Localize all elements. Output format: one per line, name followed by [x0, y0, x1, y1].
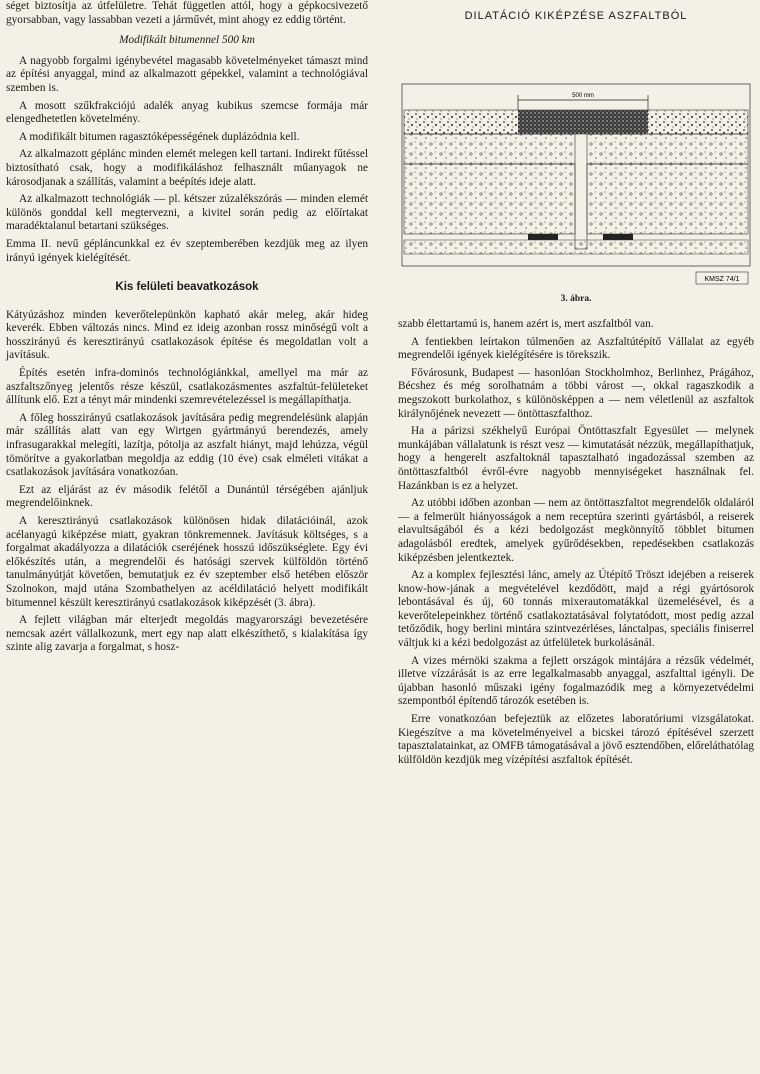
paragraph: A fentiekben leírtakon túlmenően az Aszfaltútépítő Vállalat az egyéb megrendelői igények kielégítésére is törekszik. [398, 335, 754, 362]
foundation [404, 240, 748, 254]
paragraph: A keresztirányú csatlakozások különösen hidak dilatációinál, azok acélanyagú kiképzése miatt, gyakran tönkremennek. Javításuk költséges, s a forgalmat akadályozza a dilatációk cseréjének hosszú időszükséglete. Egy évi előkészítés után, a megrendelői és hatósági szervek külföldön történő tanulmányútját követően, bemutatjuk ez év szeptember első hetében először Szolnokon, majd utána Szombathelyen az acéldilatáció helyett modifikált bitumennel készült keresztirányú csatlakozások kiképzését (3. ábra). [6, 515, 368, 609]
paragraph: A vizes mérnöki szakma a fejlett országok mintájára a rézsűk védelmét, illetve vízzárását is az erre legalkalmasabb anyaggal, aszfalttal igényli. De újabban hasonló műszaki igény fogalmazódik meg a környezetvédelmi szempontból építendő tározók esetében is. [398, 654, 754, 708]
paragraph: szabb élettartamú is, hanem azért is, mert aszfaltból van. [398, 318, 654, 330]
subheading-modified-bitumen [6, 34, 368, 48]
paragraph: A modifikált bitumen ragasztóképességének duplázódnia kell. [19, 130, 300, 143]
subheading-rest: 500 km [219, 34, 255, 47]
paragraph: Az alkalmazott technológiák — pl. kétszer zúzalékszórás — minden elemét különös gonddal kell megtervezni, a kivitel során pedig az előírtakat maradéktalanul betartani szükséges. [6, 193, 368, 233]
paragraph: Kátyúzáshoz minden keverőtelepünkön kapható akár meleg, akár hideg keverék. Ebben változás nincs. Mind ez ideig azonban rossz minőségű volt a hosszirányú és keresztirányú csatlakozások építése és megoldatlan volt a javításuk. [6, 308, 368, 362]
bearing-left [528, 234, 558, 240]
paragraph: Emma II. nevű gépláncunkkal ez év szeptemberében kezdjük meg az ilyen irányú igények kielégítését. [6, 237, 368, 264]
paragraph: A fejlett világban már elterjedt megoldás magyarországi bevezetésére nemcsak azért vállalkozunk, mert egy nap alatt elkészíthető, s kialakítása így szinte alig zavarja a forgalmat, s hosz- [6, 614, 368, 654]
paragraph: Erre vonatkozóan befejeztük az előzetes laboratóriumi vizsgálatokat. Kiegészítve a ma követelményeivel a bicskei tározó építésével szerzett tapasztalatainkat, az OMFB támogatásával a jövő esztendőben, előreláthatólag külföldön kezdjük meg vízépítési aszfaltok építését. [398, 713, 754, 766]
dilatation-diagram [398, 80, 754, 290]
paragraph: Fővárosunk, Budapest — hasonlóan Stockholmhoz, Berlinhez, Prágához, Bécshez és még sorolhatnám a többi várost —, okkal ragaszkodik a megszokott burkolathoz, s különösképpen a — nem véletlenül az aszfaltok királynőjének nevezett — öntöttaszfalthoz. [398, 366, 754, 420]
paragraph: A nagyobb forgalmi igénybevétel magasabb követelményeket támaszt mind az építési anyaggal, mind az alkalmazott gépekkel, valamint a technológiával szemben is. [6, 54, 368, 94]
figure-3 [398, 0, 754, 316]
paragraph: Az alkalmazott géplánc minden elemét melegen kell tartani. Indirekt fűtéssel biztosítható csak, hogy a modifikáláshoz felhasznált műanyagok ne károsodjanak a szállítás, valamint a beépítés ideje alatt. [6, 148, 368, 188]
subheading-italic: Modifikált bitumennel [119, 34, 220, 47]
bearing-right [603, 234, 633, 240]
section-heading: Kis felületi beavatkozások [115, 281, 259, 294]
paragraph: Az utóbbi időben azonban — nem az öntöttaszfaltot megrendelők oldaláról — a felmerült hiányosságok a nem receptúra szerinti gyártásból, a reiserek elavultságából és a kézi bedolgozást megkönnyítő többlet bitumen adagolásból eredtek, amelyek gyűrődésekben, repedésekben csatlakozás kiképzésben jelentkeztek. [398, 497, 754, 564]
intro-paragraph: séget biztosítja az útfelületre. Tehát független attól, hogy a gépkocsivezető gyorsabban, vagy lassabban vezeti a járművét, mint ahogy ez eddig történt. [6, 0, 368, 26]
paragraph: Ha a párizsi székhelyű Európai Öntöttaszfalt Egyesület — melynek munkájában vállalatunk is részt vesz — kimutatását nézzük, megállapíthatjuk, hogy a hengerelt aszfaltoknál tapasztalható ingadozással szemben az öntöttaszfaltból évről-évre nagyobb mennyiségeket használnak fel. Hazánkban is ez a helyzet. [398, 425, 754, 492]
right-column [398, 318, 754, 771]
left-column [6, 0, 368, 659]
paragraph: Ezt az eljárást az év második felétől a Dunántúl térségében ajánljuk megrendelőinknek. [6, 483, 368, 510]
paragraph: Építés esetén infra-dominós technológiánkkal, amellyel ma már az aszfaltszőnyeg jelentős része készül, csatlakozásmentes aszfaltút-felületeket állítunk elő. Ezt a tényt már mindenki szemrevételezéssel is megállapíthatja. [6, 367, 368, 407]
paragraph: A mosott szűkfrakciójú adalék anyag kubikus szemcse formája már elengedhetetlen követelmény. [6, 99, 368, 126]
figure-title: DILATÁCIÓ KIKÉPZÉSE ASZFALTBÓL [464, 10, 688, 22]
abutment-right [587, 164, 748, 234]
code-label: KMSZ 74/1 [704, 276, 740, 283]
paragraph: A főleg hosszirányú csatlakozások javítására pedig megrendelésünk alapján már szállítás alatt van egy Wirtgen gyártmányú berendezés, amely infrasugarakkal melegíti, lazítja, pótolja az aszfalt hiányt, majd lehúzza, végül tömörítve a gyakorlatban megoldja az eddig (10 éve) csak elméleti vitákat a csatlakozások javítására vonatkozóan. [6, 411, 368, 479]
figure-caption: 3. ábra. [560, 294, 592, 304]
bitumen-joint [518, 110, 648, 134]
dimension-label: 500 mm [572, 93, 594, 99]
paragraph: Az a komplex fejlesztési lánc, amely az Útépítő Tröszt idejében a reiserek know-how-jának a megvételével kezdődött, majd a régi gyártósorok lebontásával és új, 60 tonnás mixerautomatákkal üzemelésével, és a keverőtelepeinkhez történő csatlakoztatásával folytatódott, most pedig azzal tetőződik, hogy berlini mintára szintvezérléses, lánctalpas, speciális finiserrel váltjuk ki a kézi bedolgozást az útfelületek burkolásánál. [398, 569, 754, 650]
expansion-gap [575, 134, 587, 249]
abutment-left [404, 164, 575, 234]
